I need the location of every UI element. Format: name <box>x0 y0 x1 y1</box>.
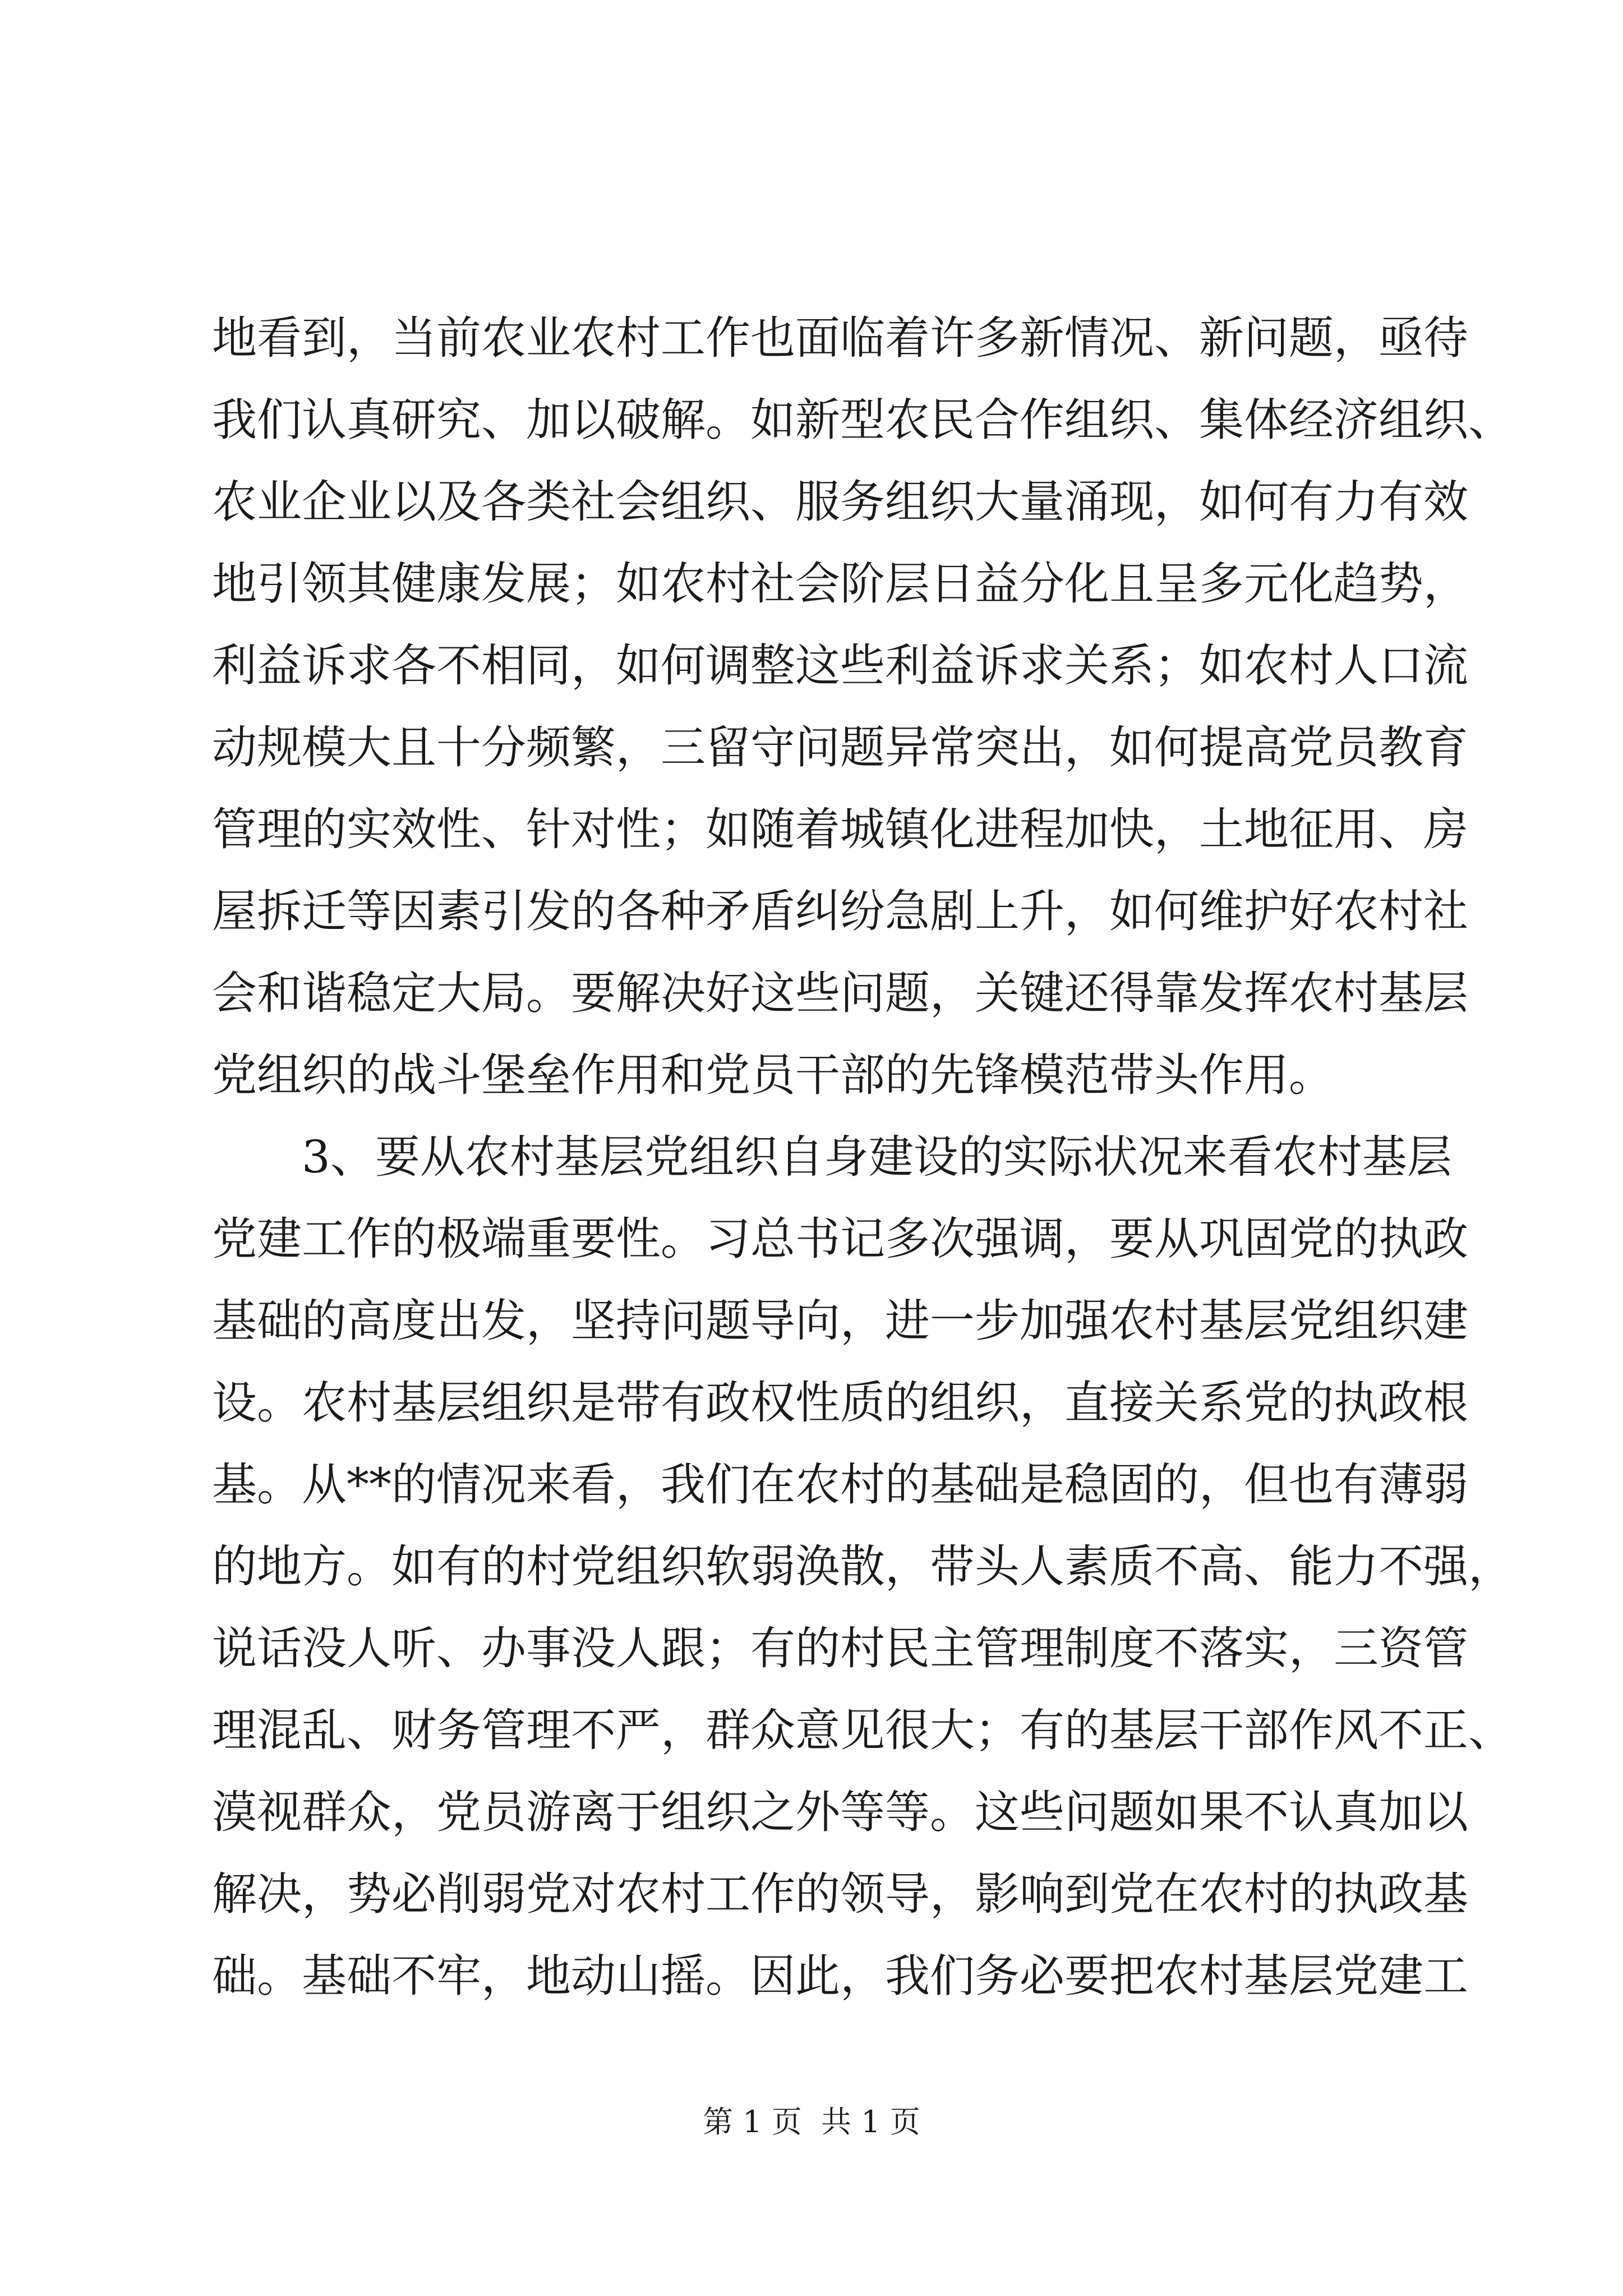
text-line: 地引领其健康发展；如农村社会阶层日益分化且呈多元化趋势， <box>212 558 1468 610</box>
text-line: 屋拆迁等因素引发的各种矛盾纠纷急剧上升，如何维护好农村社 <box>212 885 1468 937</box>
text-line: 党建工作的极端重要性。习总书记多次强调，要从巩固党的执政 <box>212 1213 1468 1265</box>
text-line: 农业企业以及各类社会组织、服务组织大量涌现，如何有力有效 <box>212 476 1468 528</box>
text-line: 解决，势必削弱党对农村工作的领导，影响到党在农村的执政基 <box>212 1868 1468 1920</box>
text-line: 3、要从农村基层党组织自身建设的实际状况来看农村基层 <box>302 1131 1452 1183</box>
text-line: 础。基础不牢，地动山摇。因此，我们务必要把农村基层党建工 <box>212 1950 1468 2002</box>
text-line: 说话没人听、办事没人跟；有的村民主管理制度不落实，三资管 <box>212 1622 1468 1674</box>
page-footer: 第 1 页 共 1 页 <box>703 2104 920 2139</box>
text-line: 地看到，当前农业农村工作也面临着许多新情况、新问题，亟待 <box>212 312 1468 364</box>
text-line: 设。农村基层组织是带有政权性质的组织，直接关系党的执政根 <box>212 1377 1468 1429</box>
document-body <box>212 297 1513 2017</box>
text-line: 的地方。如有的村党组织软弱涣散，带头人素质不高、能力不强， <box>212 1540 1513 1593</box>
text-line: 管理的实效性、针对性；如随着城镇化进程加快，土地征用、房 <box>212 803 1468 855</box>
text-line: 我们认真研究、加以破解。如新型农民合作组织、集体经济组织、 <box>212 394 1513 446</box>
text-line: 党组织的战斗堡垒作用和党员干部的先锋模范带头作用。 <box>212 1049 1334 1101</box>
text-line: 基础的高度出发，坚持问题导向，进一步加强农村基层党组织建 <box>212 1295 1468 1347</box>
text-line: 理混乱、财务管理不严，群众意见很大；有的基层干部作风不正、 <box>212 1704 1513 1756</box>
text-line: 漠视群众，党员游离于组织之外等等。这些问题如果不认真加以 <box>212 1786 1468 1838</box>
text-line: 会和谐稳定大局。要解决好这些问题，关键还得靠发挥农村基层 <box>212 967 1468 1019</box>
text-line: 利益诉求各不相同，如何调整这些利益诉求关系；如农村人口流 <box>212 639 1468 692</box>
text-line: 基。从**的情况来看，我们在农村的基础是稳固的，但也有薄弱 <box>212 1458 1468 1511</box>
text-line: 动规模大且十分频繁，三留守问题异常突出，如何提高党员教育 <box>212 721 1468 774</box>
